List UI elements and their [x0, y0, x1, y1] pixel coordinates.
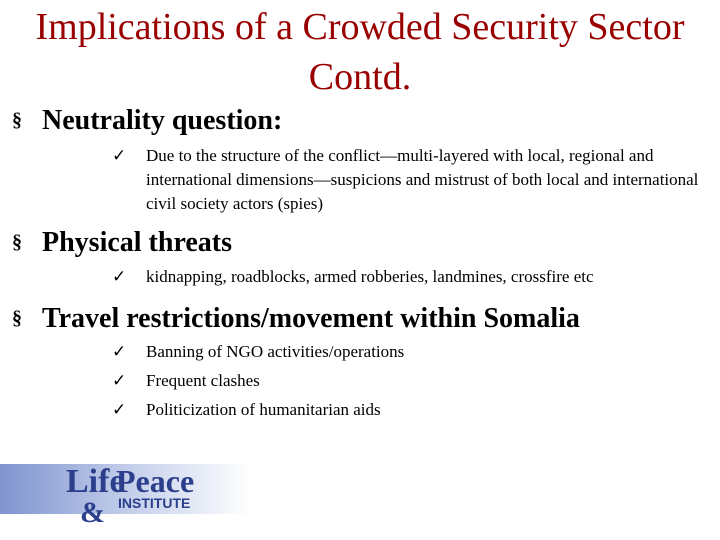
bullet-marker-icon: §	[12, 109, 22, 131]
sub-item-text: Politicization of humanitarian aids	[146, 400, 381, 419]
slide-title: Implications of a Crowded Security Sector Contd.	[35, 6, 685, 98]
bullet-heading: Physical threats	[42, 227, 233, 258]
sub-item-text: Due to the structure of the conflict—multi-layered with local, regional and international dimensions—suspicions and mistrust of both local and international civil society actors (spies)	[146, 146, 699, 213]
logo-peace-text: Peace	[116, 463, 195, 499]
sub-item	[112, 144, 712, 216]
checkmark-icon: ✓	[112, 342, 127, 362]
checkmark-icon: ✓	[112, 146, 127, 166]
checkmark-icon: ✓	[112, 267, 127, 287]
bullet-marker-icon: §	[12, 307, 22, 329]
bullet-heading: Travel restrictions/movement within Somalia	[42, 303, 580, 334]
logo-life-text: Life	[66, 463, 125, 500]
life-peace-institute-logo	[0, 456, 250, 526]
sub-item	[112, 369, 712, 393]
sub-item-text: kidnapping, roadblocks, armed robberies, landmines, crossfire etc	[146, 267, 594, 286]
bullet-marker-icon: §	[12, 231, 22, 253]
sub-item	[112, 340, 712, 364]
bullet-physical-threats	[12, 225, 232, 260]
bullet-travel-restrictions	[12, 301, 580, 336]
logo-institute-text: INSTITUTE	[118, 495, 191, 511]
bullet-neutrality	[12, 103, 282, 138]
bullet-heading: Neutrality question:	[42, 105, 283, 136]
checkmark-icon: ✓	[112, 400, 127, 420]
sub-item-text: Frequent clashes	[146, 371, 260, 390]
sub-item	[112, 398, 712, 422]
logo-ampersand: &	[80, 496, 105, 526]
sub-item	[112, 265, 712, 289]
sub-item-text: Banning of NGO activities/operations	[146, 342, 405, 361]
checkmark-icon: ✓	[112, 371, 127, 391]
